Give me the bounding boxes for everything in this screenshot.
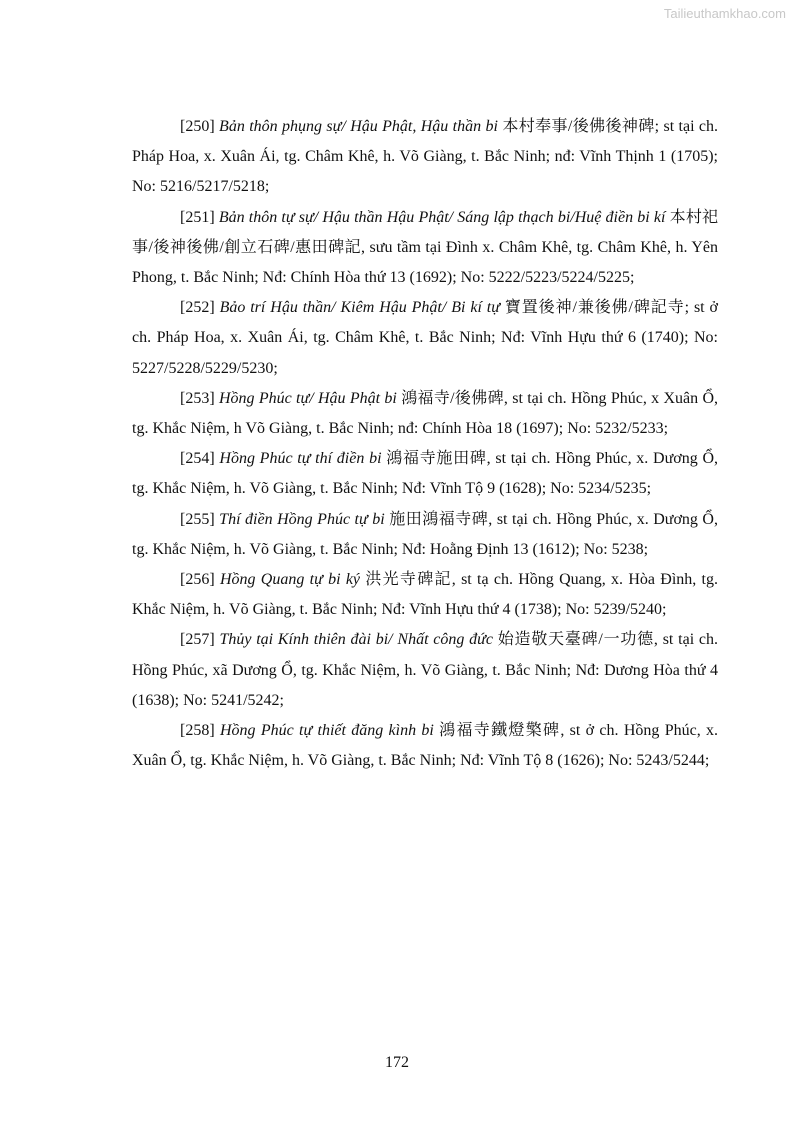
entry-number: [254]	[180, 450, 215, 468]
entry-details: 鴻福寺/後佛碑, st tại ch. Hồng Phúc, x Xuân Ổ, tg. Khắc Niệm, h Võ Giàng, t. Bắc Ninh; nđ: Chính Hòa 18 (1697); No: 5232/5233;	[132, 389, 719, 438]
entry-number: [256]	[180, 571, 215, 589]
entry-details: 本村奉事/後佛後神碑; st tại ch. Pháp Hoa, x. Xuân Ái, tg. Châm Khê, h. Võ Giàng, t. Bắc Ninh; nđ: Vĩnh Thịnh 1 (1705); No: 5216/5217/5218;	[132, 118, 718, 196]
page-number: 172	[385, 1054, 409, 1071]
entry-title: Hồng Quang tự bi ký	[219, 571, 361, 589]
entry-details: 始造敬天臺碑/一功德, st tại ch. Hồng Phúc, xã Dương Ổ, tg. Khắc Niệm, h. Võ Giàng, t. Bắc Ninh; Nđ: Dương Hòa thứ 4 (1638); No: 5241/5242;	[132, 631, 719, 709]
entry-details: 洪光寺碑記, st tạ ch. Hồng Quang, x. Hòa Đình, tg. Khắc Niệm, h. Võ Giàng, t. Bắc Ninh; Nđ: Vĩnh Hựu thứ 4 (1738); No: 5239/5240;	[132, 571, 719, 619]
entry-number: [250]	[180, 118, 215, 135]
entry-details: 本村祀事/後神後佛/創立石碑/惠田碑記, sưu tầm tại Đình x. Châm Khê, tg. Châm Khê, h. Yên Phong, t. Bắc Ninh; Nđ: Chính Hòa thứ 13 (1692); No: 5222/5223/5224/5225;	[132, 208, 718, 287]
entry-title: Thủy tại Kính thiên đài bi/ Nhất công đức	[219, 631, 493, 649]
entry-title: Thí điền Hồng Phúc tự bi	[219, 510, 385, 528]
entry-title: Bản thôn phụng sự/ Hậu Phật, Hậu thần bi	[219, 118, 498, 135]
entry-250	[132, 112, 718, 203]
entry-details: 施田鴻福寺碑, st tại ch. Hồng Phúc, x. Dương Ổ, tg. Khắc Niệm, h. Võ Giàng, t. Bắc Ninh; Nđ: Hoằng Định 13 (1612); No: 5238;	[132, 510, 718, 558]
entry-253	[132, 384, 718, 444]
entry-number: [251]	[180, 208, 215, 226]
entry-number: [258]	[180, 722, 215, 740]
entry-details: 寶置後神/兼後佛/碑記寺; st ở ch. Pháp Hoa, x. Xuân Ái, tg. Châm Khê, t. Bắc Ninh; Nđ: Vĩnh Hựu thứ 6 (1740); No: 5227/5228/5229/5230;	[132, 299, 718, 377]
entry-title: Bản thôn tự sự/ Hậu thần Hậu Phật/ Sáng lập thạch bi/Huệ điền bi kí	[218, 208, 666, 226]
entry-number: [255]	[180, 510, 215, 528]
entry-252	[132, 293, 718, 384]
entry-number: [252]	[180, 299, 215, 317]
entry-details: 鴻福寺鐵燈檠碑, st ở ch. Hồng Phúc, x. Xuân Ổ, tg. Khắc Niệm, h. Võ Giàng, t. Bắc Ninh; Nđ: Vĩnh Tộ 8 (1626); No: 5243/5244;	[132, 722, 719, 770]
entry-number: [253]	[180, 389, 215, 407]
watermark-text: Tailieuthamkhao.com	[663, 6, 786, 21]
entry-256	[132, 565, 718, 625]
document-body	[132, 112, 718, 776]
entry-258	[132, 716, 718, 776]
entry-254	[132, 444, 718, 504]
entry-title: Hồng Phúc tự/ Hậu Phật bi	[218, 389, 397, 407]
entry-title: Hồng Phúc tự thiết đăng kình bi	[219, 722, 434, 740]
entry-details: 鴻福寺施田碑, st tại ch. Hồng Phúc, x. Dương Ổ, tg. Khắc Niệm, h. Võ Giàng, t. Bắc Ninh; Nđ: Vĩnh Tộ 9 (1628); No: 5234/5235;	[132, 450, 718, 498]
entry-255	[132, 505, 718, 565]
entry-title: Bảo trí Hậu thần/ Kiêm Hậu Phật/ Bi kí tự	[219, 299, 500, 317]
entry-number: [257]	[180, 631, 215, 649]
entry-257	[132, 625, 718, 716]
entry-title: Hồng Phúc tự thí điền bi	[219, 450, 382, 468]
entry-251	[132, 203, 718, 294]
